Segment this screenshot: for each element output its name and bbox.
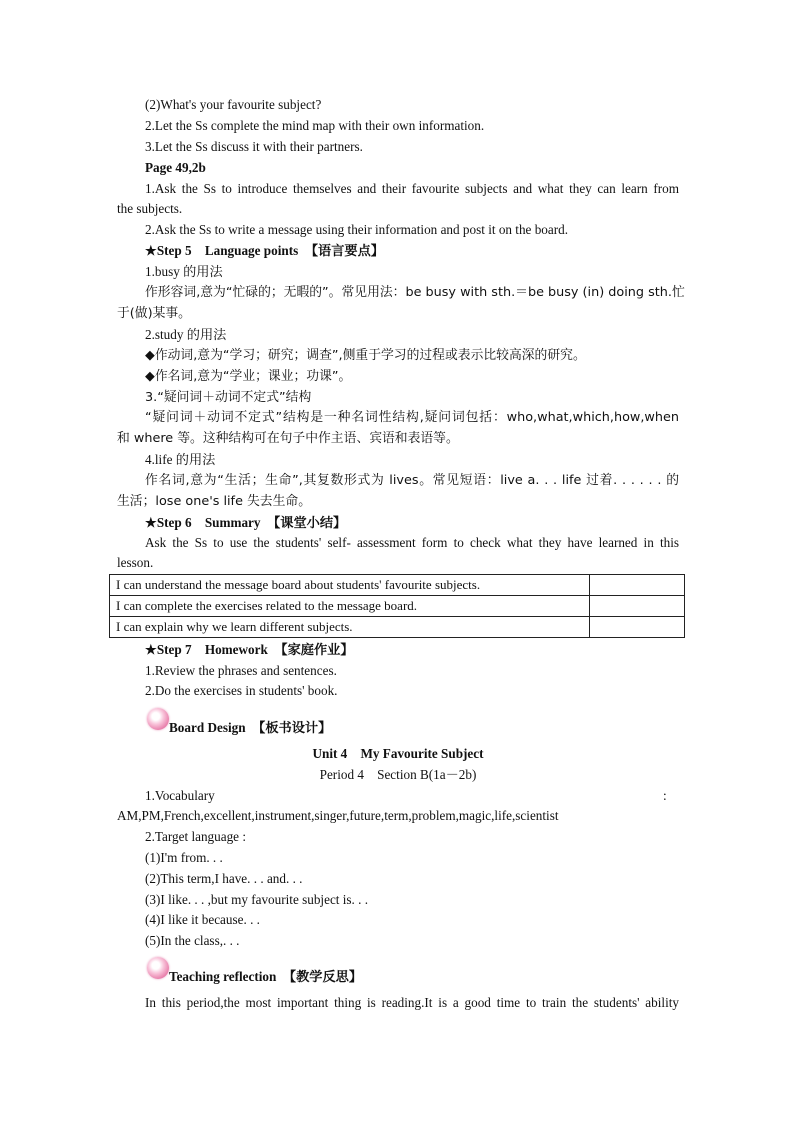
text-line: (2)What's your favourite subject?	[145, 97, 322, 112]
vocabulary-list: AM,PM,French,excellent,instrument,singer,future,term,problem,magic,life,scientist	[117, 808, 559, 823]
text-line: 2.study 的用法	[145, 327, 227, 342]
text-line: Ask the Ss to use the students' self- assessment form to check what they have learned in this	[145, 535, 679, 550]
text-line: (4)I like it because. . .	[145, 912, 260, 927]
section-heading: Page 49,2b	[145, 160, 206, 175]
board-subtitle: Period 4 Section B(1a－2b)	[319, 767, 477, 782]
text-line: (5)In the class,. . .	[145, 933, 240, 948]
text-line: the subjects.	[117, 201, 183, 216]
text-line: lesson.	[117, 555, 154, 570]
table-cell-blank	[590, 575, 685, 596]
table-cell-blank	[590, 617, 685, 638]
table-cell-blank	[590, 596, 685, 617]
text-line: 作名词,意为“生活；生命”,其复数形式为 lives。常见短语：live a. . . life 过着. . . . . . 的	[145, 473, 679, 488]
text-line: 作形容词,意为“忙碌的；无暇的”。常见用法：be busy with sth.＝be busy (in) doing sth.忙	[145, 285, 685, 300]
text-line: “疑问词＋动词不定式”结构是一种名词性结构,疑问词包括：who,what,which,how,when	[145, 410, 679, 425]
table-cell: I can understand the message board about students' favourite subjects.	[110, 575, 590, 596]
text-line: (3)I like. . . ,but my favourite subject is. . .	[145, 892, 369, 907]
flower-icon	[147, 957, 169, 979]
text-line: 1.Ask the Ss to introduce themselves and their favourite subjects and what they can learn from	[145, 181, 679, 196]
board-title: Unit 4 My Favourite Subject	[312, 746, 484, 761]
text-line: 2.Do the exercises in students' book.	[145, 683, 338, 698]
table-cell: I can complete the exercises related to the message board.	[110, 596, 590, 617]
self-assessment-table	[109, 574, 685, 638]
text-line: ◆作动词,意为“学习；研究；调查”,侧重于学习的过程或表示比较高深的研究。	[145, 348, 586, 363]
flower-icon	[147, 708, 169, 730]
text-line: 3.“疑问词＋动词不定式”结构	[145, 390, 312, 405]
text-line: 2.Ask the Ss to write a message using their information and post it on the board.	[145, 222, 569, 237]
step-heading: ★Step 5 Language points 【语言要点】	[145, 243, 384, 258]
table-row	[110, 575, 685, 596]
text-line: 1.Vocabulary	[145, 788, 215, 803]
text-line: 4.life 的用法	[145, 452, 216, 467]
table-row	[110, 596, 685, 617]
step-heading: ★Step 7 Homework 【家庭作业】	[145, 642, 354, 657]
text-line: 和 where 等。这种结构可在句子中作主语、宾语和表语等。	[117, 431, 459, 446]
text-colon: :	[663, 788, 667, 803]
section-heading: Board Design 【板书设计】	[169, 720, 332, 735]
section-heading: Teaching reflection 【教学反思】	[169, 969, 363, 984]
text-line: (2)This term,I have. . . and. . .	[145, 871, 303, 886]
table-row	[110, 617, 685, 638]
text-line: 1.Review the phrases and sentences.	[145, 663, 337, 678]
table-cell: I can explain why we learn different subjects.	[110, 617, 590, 638]
step-heading: ★Step 6 Summary 【课堂小结】	[145, 515, 347, 530]
text-line: 2.Let the Ss complete the mind map with their own information.	[145, 118, 485, 133]
text-line: 3.Let the Ss discuss it with their partners.	[145, 139, 363, 154]
text-line: ◆作名词,意为“学业；课业；功课”。	[145, 369, 352, 384]
text-line: 于(做)某事。	[117, 306, 191, 321]
text-line: In this period,the most important thing is reading.It is a good time to train the students' ability	[145, 995, 679, 1010]
text-line: 生活；lose one's life 失去生命。	[117, 494, 311, 509]
text-line: 1.busy 的用法	[145, 264, 223, 279]
text-line: (1)I'm from. . .	[145, 850, 223, 865]
text-line: 2.Target language :	[145, 829, 246, 844]
